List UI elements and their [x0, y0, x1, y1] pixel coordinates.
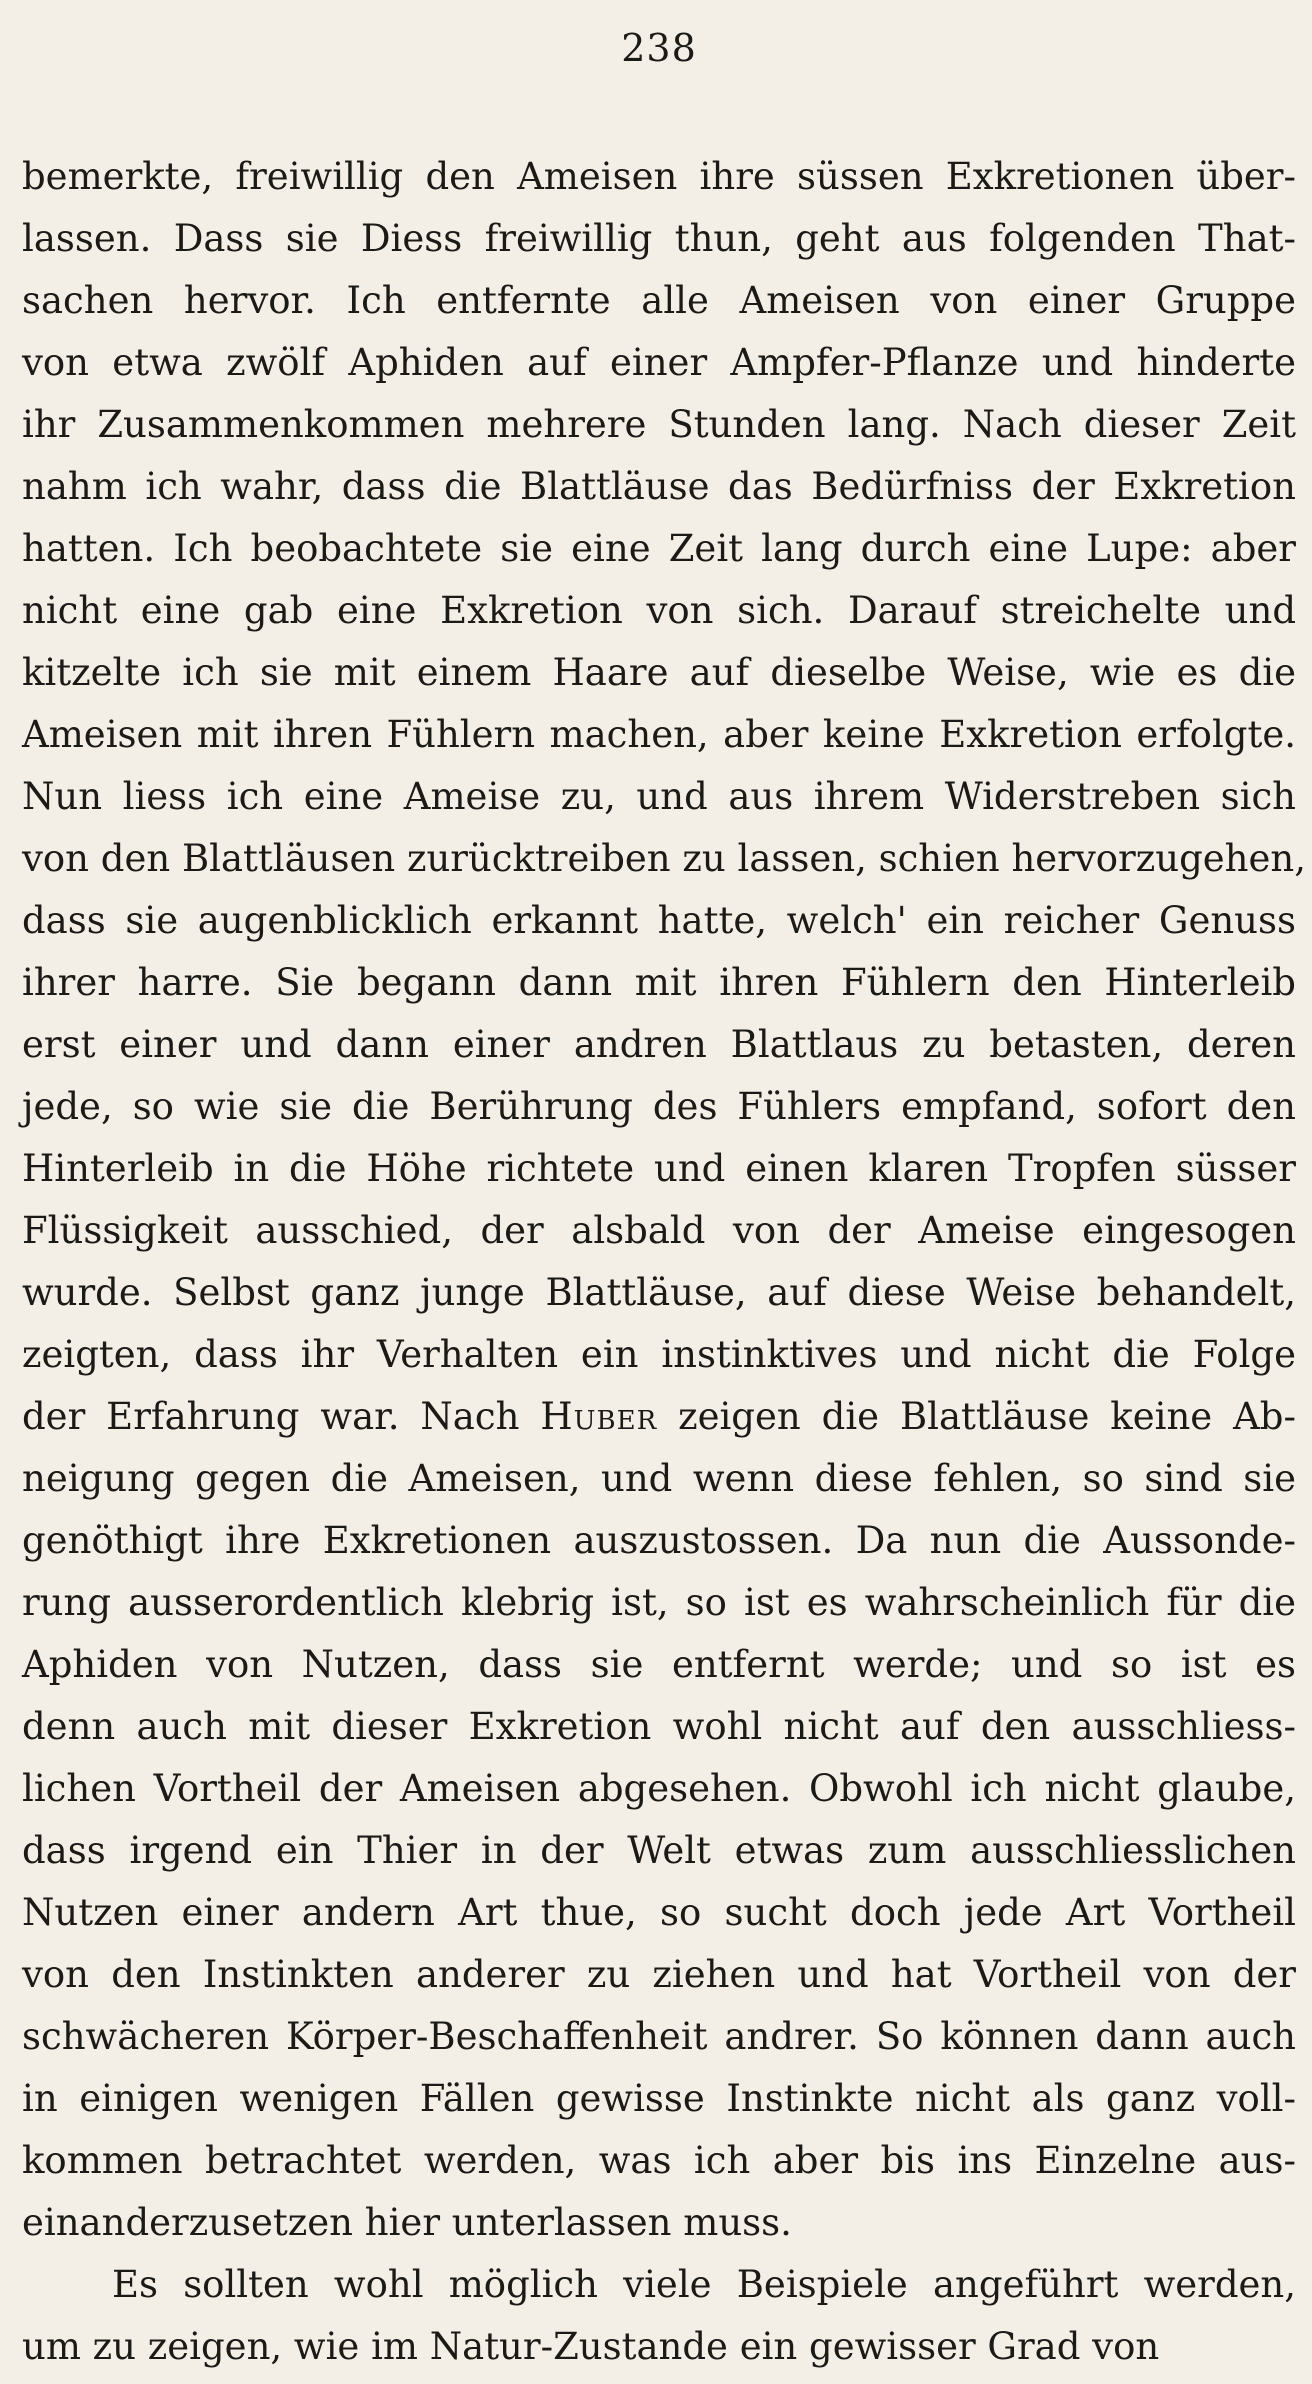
text-line: genöthigt ihre Exkretionen auszustossen. Da nun die Aussonde- — [22, 1519, 1296, 1562]
text-line: von etwa zwölf Aphiden auf einer Ampfer-Pflanze und hinderte — [22, 341, 1296, 384]
text-line: Nutzen einer andern Art thue, so sucht doch jede Art Vortheil — [22, 1891, 1296, 1934]
text-line — [22, 1386, 1296, 1448]
text-line: ihr Zusammenkommen mehrere Stunden lang. Nach dieser Zeit — [22, 403, 1296, 446]
text-line: zeigten, dass ihr Verhalten ein instinktives und nicht die Folge — [22, 1333, 1296, 1376]
text-line: einanderzusetzen hier unterlassen muss. — [22, 2201, 792, 2244]
text-line: dass irgend ein Thier in der Welt etwas zum ausschliesslichen — [22, 1829, 1296, 1872]
text-line: erst einer und dann einer andren Blattlaus zu betasten, deren — [22, 1023, 1296, 1066]
text-line: lassen. Dass sie Diess freiwillig thun, geht aus folgenden That- — [22, 217, 1296, 260]
page-number: 238 — [621, 26, 697, 70]
text-line: um zu zeigen, wie im Natur-Zustande ein gewisser Grad von — [22, 2325, 1160, 2368]
text-line: bemerkte, freiwillig den Ameisen ihre süssen Exkretionen über- — [22, 155, 1296, 198]
text-line: hatten. Ich beobachtete sie eine Zeit lang durch eine Lupe: aber — [22, 527, 1296, 570]
text-line: neigung gegen die Ameisen, und wenn diese fehlen, so sind sie — [22, 1457, 1296, 1500]
paragraph-2 — [22, 2254, 1296, 2378]
text-line: Flüssigkeit ausschied, der alsbald von der Ameise eingesogen — [22, 1209, 1296, 1252]
text-line: lichen Vortheil der Ameisen abgesehen. Obwohl ich nicht glaube, — [22, 1767, 1296, 1810]
text-line: rung ausserordentlich klebrig ist, so ist es wahrscheinlich für die — [22, 1581, 1296, 1624]
text-line: sachen hervor. Ich entfernte alle Ameisen von einer Gruppe — [22, 279, 1296, 322]
text-line: dass sie augenblicklich erkannt hatte, welch' ein reicher Genuss — [22, 899, 1296, 942]
text-line: Ameisen mit ihren Fühlern machen, aber keine Exkretion erfolgte. — [22, 713, 1296, 756]
text-line: schwächeren Körper-Beschaffenheit andrer. So können dann auch — [22, 2015, 1296, 2058]
text-line: jede, so wie sie die Berührung des Fühlers empfand, sofort den — [22, 1085, 1296, 1128]
text-run: der Erfahrung war. Nach — [22, 1395, 541, 1438]
text-line: Aphiden von Nutzen, dass sie entfernt werde; und so ist es — [22, 1643, 1296, 1686]
text-line: Nun liess ich eine Ameise zu, und aus ihrem Widerstreben sich — [22, 775, 1296, 818]
text-line: von den Blattläusen zurücktreiben zu lassen, schien hervorzugehen, — [22, 837, 1306, 880]
text-line: denn auch mit dieser Exkretion wohl nicht auf den ausschliess- — [22, 1705, 1296, 1748]
paragraph-1 — [22, 146, 1306, 2254]
text-line: kommen betrachtet werden, was ich aber bis ins Einzelne aus- — [22, 2139, 1296, 2182]
text-line: Hinterleib in die Höhe richtete und einen klaren Tropfen süsser — [22, 1147, 1296, 1190]
text-line: kitzelte ich sie mit einem Haare auf dieselbe Weise, wie es die — [22, 651, 1296, 694]
text-line: von den Instinkten anderer zu ziehen und hat Vortheil von der — [22, 1953, 1296, 1996]
text-line: nahm ich wahr, dass die Blattläuse das Bedürfniss der Exkretion — [22, 465, 1296, 508]
text-line: wurde. Selbst ganz junge Blattläuse, auf diese Weise behandelt, — [22, 1271, 1296, 1314]
body-text — [22, 146, 1306, 2378]
text-line: Es sollten wohl möglich viele Beispiele angeführt werden, — [112, 2263, 1296, 2306]
text-run: zeigen die Blattläuse keine Ab- — [657, 1395, 1296, 1438]
author-name: Huber — [540, 1395, 658, 1438]
text-line: ihrer harre. Sie begann dann mit ihren Fühlern den Hinterleib — [22, 961, 1296, 1004]
text-line: in einigen wenigen Fällen gewisse Instinkte nicht als ganz voll- — [22, 2077, 1296, 2120]
text-line: nicht eine gab eine Exkretion von sich. Darauf streichelte und — [22, 589, 1296, 632]
